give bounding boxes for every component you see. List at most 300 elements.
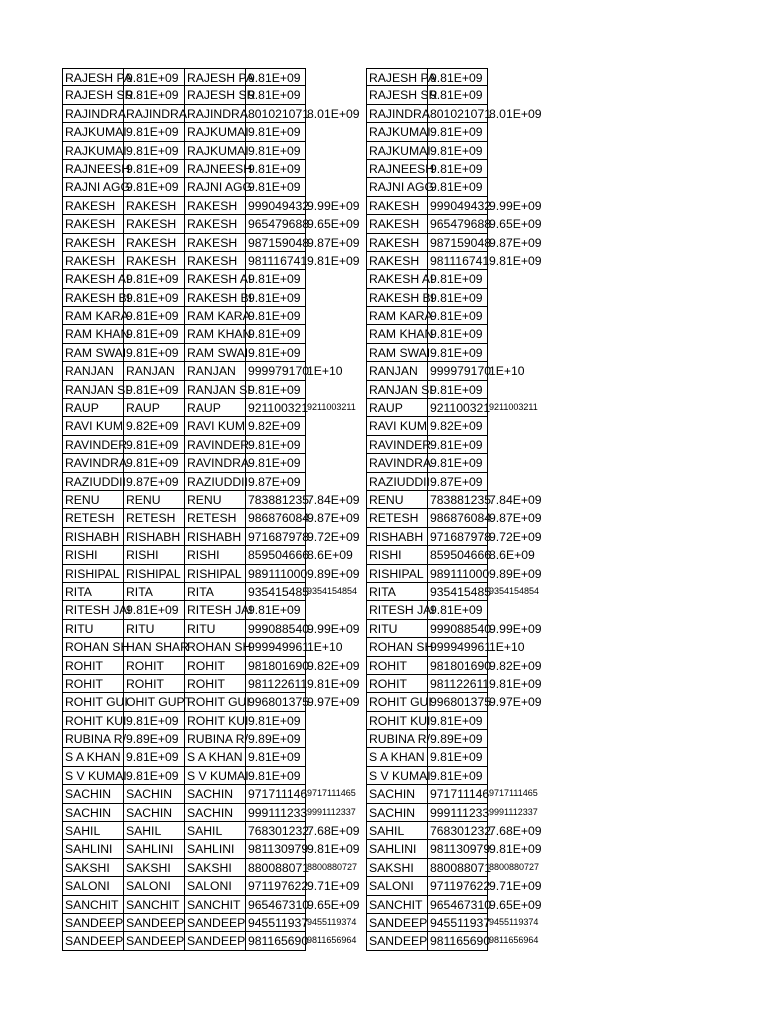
cell-col-5[interactable] [305, 344, 367, 362]
cell-col-3[interactable]: RAVINDER [184, 435, 246, 454]
cell-col-2[interactable]: 9.81E+09 [123, 380, 185, 399]
cell-col-7[interactable]: 999949961 [427, 637, 488, 656]
cell-col-8[interactable]: 9.65E+09 [489, 217, 542, 232]
cell-col-5[interactable] [305, 730, 367, 748]
cell-col-4[interactable]: 981116741 [245, 251, 306, 270]
cell-col-5[interactable]: 9.82E+09 [307, 658, 360, 673]
cell-col-6[interactable]: RAJKUMAI [366, 141, 428, 160]
cell-col-1[interactable]: RAVI KUM [62, 416, 124, 435]
cell-col-1[interactable]: SAKSHI [62, 858, 124, 877]
cell-col-1[interactable]: SANDEEP [62, 931, 124, 950]
cell-col-1[interactable]: RAM KARA [62, 306, 124, 325]
cell-col-6[interactable]: RAKESH [366, 251, 428, 270]
cell-col-2[interactable]: RANJAN [123, 361, 185, 380]
cell-col-7[interactable]: 965467310 [427, 895, 488, 914]
cell-col-2[interactable]: 9.81E+09 [123, 122, 185, 141]
cell-col-2[interactable]: OHIT GUPT [123, 692, 185, 711]
cell-col-2[interactable]: 9.81E+09 [123, 68, 185, 86]
cell-col-4[interactable]: 999979170 [245, 361, 306, 380]
cell-col-1[interactable]: RAVINDER [62, 435, 124, 454]
cell-col-2[interactable]: RISHABH [123, 527, 185, 546]
cell-col-7[interactable]: 9.81E+09 [427, 600, 488, 619]
cell-col-3[interactable]: RUBINA R/ [184, 729, 246, 748]
cell-col-7[interactable]: 9.81E+09 [427, 141, 488, 160]
cell-col-5[interactable] [305, 454, 367, 472]
cell-col-2[interactable]: 9.81E+09 [123, 324, 185, 343]
cell-col-1[interactable]: RAJKUMAI [62, 122, 124, 141]
cell-col-4[interactable]: 9.81E+09 [245, 380, 306, 399]
cell-col-7[interactable]: 9.81E+09 [427, 766, 488, 785]
cell-col-6[interactable]: RAM KHAN [366, 324, 428, 343]
cell-col-2[interactable]: RAKESH [123, 214, 185, 233]
cell-col-1[interactable]: SACHIN [62, 803, 124, 822]
cell-col-7[interactable]: 9.89E+09 [427, 729, 488, 748]
cell-col-5[interactable] [305, 289, 367, 307]
cell-col-1[interactable]: SANDEEP [62, 913, 124, 932]
cell-col-5[interactable]: 9991112337 [307, 806, 356, 817]
cell-col-7[interactable]: 9.81E+09 [427, 380, 488, 399]
cell-col-1[interactable]: ROHAN SH [62, 637, 124, 656]
cell-col-4[interactable]: 935415485 [245, 582, 306, 601]
cell-col-4[interactable]: 9.81E+09 [245, 159, 306, 178]
cell-col-3[interactable]: RISHABH [184, 527, 246, 546]
cell-col-6[interactable]: ROHAN SH [366, 637, 428, 656]
cell-col-5[interactable] [305, 767, 367, 785]
cell-col-3[interactable]: RAVINDRA [184, 453, 246, 472]
cell-col-6[interactable]: RUBINA R/ [366, 729, 428, 748]
cell-col-2[interactable]: RAJINDRA [123, 104, 185, 123]
cell-col-8[interactable] [487, 123, 567, 141]
cell-col-3[interactable]: RAM KARA [184, 306, 246, 325]
cell-col-4[interactable]: 9.89E+09 [245, 729, 306, 748]
cell-col-8[interactable]: 1E+10 [489, 640, 525, 655]
cell-col-3[interactable]: SANDEEP [184, 931, 246, 950]
cell-col-6[interactable]: RAKESH [366, 196, 428, 215]
cell-col-8[interactable]: 9.99E+09 [489, 198, 542, 213]
cell-col-4[interactable]: 9.81E+09 [245, 711, 306, 730]
cell-col-7[interactable]: 965479688 [427, 214, 488, 233]
cell-col-5[interactable] [305, 417, 367, 435]
cell-col-1[interactable]: RISHABH [62, 527, 124, 546]
cell-col-5[interactable]: 9.87E+09 [307, 511, 360, 526]
cell-col-2[interactable]: RETESH [123, 508, 185, 527]
cell-col-2[interactable]: SANDEEP [123, 913, 185, 932]
cell-col-2[interactable]: 9.81E+09 [123, 343, 185, 362]
cell-col-5[interactable]: 9717111465 [307, 788, 356, 799]
cell-col-8[interactable]: 9.82E+09 [489, 658, 542, 673]
cell-col-4[interactable]: 981801690 [245, 656, 306, 675]
cell-col-7[interactable]: 9.81E+09 [427, 68, 488, 86]
cell-col-2[interactable]: 9.82E+09 [123, 416, 185, 435]
cell-col-7[interactable]: 9.81E+09 [427, 306, 488, 325]
cell-col-2[interactable]: RAKESH [123, 196, 185, 215]
cell-col-1[interactable]: RAKESH AI [62, 269, 124, 288]
cell-col-2[interactable]: ROHIT [123, 674, 185, 693]
cell-col-4[interactable]: 999049432 [245, 196, 306, 215]
cell-col-8[interactable]: 9.99E+09 [489, 621, 542, 636]
cell-col-3[interactable]: RISHIPAL [184, 564, 246, 583]
cell-col-3[interactable]: SANDEEP [184, 913, 246, 932]
cell-col-1[interactable]: ROHIT [62, 674, 124, 693]
cell-col-3[interactable]: SANCHIT [184, 895, 246, 914]
cell-col-2[interactable]: 9.81E+09 [123, 435, 185, 454]
cell-col-1[interactable]: RAVINDRA [62, 453, 124, 472]
cell-col-5[interactable] [305, 307, 367, 325]
cell-col-8[interactable]: 8800880727 [489, 861, 540, 872]
cell-col-2[interactable]: SAKSHI [123, 858, 185, 877]
cell-col-2[interactable]: HAN SHAR [123, 637, 185, 656]
cell-col-6[interactable]: SANDEEP [366, 931, 428, 950]
cell-col-5[interactable]: 8800880727 [307, 861, 358, 872]
cell-col-3[interactable]: RITA [184, 582, 246, 601]
cell-col-3[interactable]: ROHIT KUI [184, 711, 246, 730]
cell-col-2[interactable]: SALONI [123, 876, 185, 895]
cell-col-4[interactable]: 987159048 [245, 233, 306, 252]
cell-col-6[interactable]: RAKESH AI [366, 269, 428, 288]
cell-col-5[interactable]: 9455119374 [307, 916, 357, 927]
cell-col-6[interactable]: SALONI [366, 876, 428, 895]
cell-col-6[interactable]: RAZIUDDII [366, 472, 428, 491]
cell-col-3[interactable]: RAKESH [184, 233, 246, 252]
cell-col-6[interactable]: S V KUMAI [366, 766, 428, 785]
cell-col-3[interactable]: S V KUMAI [184, 766, 246, 785]
cell-col-6[interactable]: S A KHAN [366, 747, 428, 766]
cell-col-1[interactable]: S V KUMAI [62, 766, 124, 785]
cell-col-8[interactable]: 9211003211 [489, 402, 538, 413]
cell-col-3[interactable]: ROHIT GUI [184, 692, 246, 711]
cell-col-4[interactable]: 9.81E+09 [245, 288, 306, 307]
cell-col-4[interactable]: 965479688 [245, 214, 306, 233]
cell-col-3[interactable]: RAM SWAI [184, 343, 246, 362]
cell-col-3[interactable]: RAUP [184, 398, 246, 417]
cell-col-5[interactable]: 7.84E+09 [307, 492, 360, 507]
cell-col-6[interactable]: RAJNEESH [366, 159, 428, 178]
cell-col-8[interactable] [487, 473, 567, 491]
cell-col-2[interactable]: 9.81E+09 [123, 177, 185, 196]
cell-col-3[interactable]: ROHIT [184, 656, 246, 675]
cell-col-8[interactable]: 9811656964 [489, 935, 539, 946]
cell-col-4[interactable]: 971687978 [245, 527, 306, 546]
cell-col-4[interactable]: 981130979 [245, 839, 306, 858]
cell-col-8[interactable]: 9.97E+09 [489, 695, 542, 710]
cell-col-3[interactable]: RENU [184, 490, 246, 509]
cell-col-2[interactable]: SANCHIT [123, 895, 185, 914]
cell-col-1[interactable]: ROHIT [62, 656, 124, 675]
cell-col-4[interactable]: 9.81E+09 [245, 85, 306, 104]
cell-col-5[interactable]: 8.6E+09 [307, 548, 353, 563]
cell-col-2[interactable]: 9.81E+09 [123, 306, 185, 325]
cell-col-5[interactable]: 9.87E+09 [307, 235, 360, 250]
cell-col-8[interactable] [487, 142, 567, 160]
cell-col-3[interactable]: RAKESH AI [184, 269, 246, 288]
cell-col-8[interactable] [487, 68, 567, 86]
cell-col-6[interactable]: RENU [366, 490, 428, 509]
cell-col-4[interactable]: 9.81E+09 [245, 141, 306, 160]
cell-col-7[interactable]: 9.81E+09 [427, 747, 488, 766]
cell-col-1[interactable]: RAJESH PA [62, 68, 124, 86]
cell-col-5[interactable]: 9354154854 [307, 585, 358, 596]
cell-col-6[interactable]: RITESH JAI [366, 600, 428, 619]
cell-col-4[interactable]: 768301232 [245, 821, 306, 840]
cell-col-1[interactable]: RAJINDRA [62, 104, 124, 123]
cell-col-7[interactable]: 971711146 [427, 784, 488, 803]
cell-col-1[interactable]: RANJAN SI [62, 380, 124, 399]
cell-col-3[interactable]: RAKESH [184, 251, 246, 270]
cell-col-4[interactable]: 9.81E+09 [245, 435, 306, 454]
cell-col-8[interactable] [487, 86, 567, 104]
cell-col-5[interactable] [305, 473, 367, 491]
cell-col-1[interactable]: RISHIPAL [62, 564, 124, 583]
cell-col-6[interactable]: SAHLINI [366, 839, 428, 858]
cell-col-4[interactable]: 9.82E+09 [245, 416, 306, 435]
cell-col-5[interactable] [305, 160, 367, 178]
cell-col-1[interactable]: RENU [62, 490, 124, 509]
cell-col-8[interactable] [487, 381, 567, 399]
cell-col-1[interactable]: RAUP [62, 398, 124, 417]
cell-col-8[interactable]: 7.84E+09 [489, 492, 542, 507]
cell-col-4[interactable]: 999088540 [245, 619, 306, 638]
cell-col-4[interactable]: 981165690 [245, 931, 306, 950]
cell-col-2[interactable]: RISHI [123, 545, 185, 564]
cell-col-8[interactable]: 9.87E+09 [489, 235, 542, 250]
cell-col-5[interactable]: 9.99E+09 [307, 621, 360, 636]
cell-col-4[interactable]: 996801375 [245, 692, 306, 711]
cell-col-5[interactable] [305, 601, 367, 619]
cell-col-6[interactable]: RISHIPAL [366, 564, 428, 583]
cell-col-6[interactable]: SAKSHI [366, 858, 428, 877]
cell-col-4[interactable]: 9.81E+09 [245, 747, 306, 766]
cell-col-5[interactable] [305, 142, 367, 160]
cell-col-3[interactable]: RANJAN [184, 361, 246, 380]
cell-col-5[interactable]: 9.71E+09 [307, 879, 360, 894]
cell-col-3[interactable]: RAJESH SR [184, 85, 246, 104]
cell-col-7[interactable]: 801021071 [427, 104, 488, 123]
cell-col-2[interactable]: 9.81E+09 [123, 453, 185, 472]
cell-col-8[interactable]: 8.6E+09 [489, 548, 535, 563]
cell-col-5[interactable]: 9.65E+09 [307, 217, 360, 232]
cell-col-5[interactable]: 9.72E+09 [307, 529, 360, 544]
cell-col-2[interactable]: SACHIN [123, 784, 185, 803]
cell-col-7[interactable]: 999111233 [427, 803, 488, 822]
cell-col-2[interactable]: 9.81E+09 [123, 747, 185, 766]
cell-col-1[interactable]: RAKESH [62, 196, 124, 215]
cell-col-6[interactable]: RAKESH BI [366, 288, 428, 307]
cell-col-6[interactable]: RAKESH [366, 233, 428, 252]
cell-col-7[interactable]: 9.81E+09 [427, 343, 488, 362]
cell-col-3[interactable]: RAJKUMAI [184, 141, 246, 160]
cell-col-5[interactable] [305, 748, 367, 766]
cell-col-3[interactable]: S A KHAN [184, 747, 246, 766]
cell-col-7[interactable]: 9.81E+09 [427, 159, 488, 178]
cell-col-7[interactable]: 986876084 [427, 508, 488, 527]
cell-col-7[interactable]: 859504666 [427, 545, 488, 564]
cell-col-2[interactable]: RENU [123, 490, 185, 509]
cell-col-6[interactable]: RISHABH [366, 527, 428, 546]
cell-col-4[interactable]: 880088071 [245, 858, 306, 877]
cell-col-6[interactable]: SACHIN [366, 784, 428, 803]
cell-col-1[interactable]: RITU [62, 619, 124, 638]
cell-col-8[interactable] [487, 601, 567, 619]
cell-col-3[interactable]: RAJNI AGG [184, 177, 246, 196]
cell-col-3[interactable]: RITU [184, 619, 246, 638]
cell-col-2[interactable]: 9.81E+09 [123, 600, 185, 619]
cell-col-4[interactable]: 9.81E+09 [245, 122, 306, 141]
cell-col-6[interactable]: RAJNI AGG [366, 177, 428, 196]
cell-col-4[interactable]: 9.81E+09 [245, 68, 306, 86]
cell-col-6[interactable]: RITU [366, 619, 428, 638]
cell-col-1[interactable]: RAKESH BI [62, 288, 124, 307]
cell-col-8[interactable]: 9455119374 [489, 916, 539, 927]
cell-col-4[interactable]: 971197622 [245, 876, 306, 895]
cell-col-4[interactable]: 971711146 [245, 784, 306, 803]
cell-col-6[interactable]: RAJKUMAI [366, 122, 428, 141]
cell-col-3[interactable]: SAHIL [184, 821, 246, 840]
cell-col-6[interactable]: SANCHIT [366, 895, 428, 914]
cell-col-5[interactable]: 9.81E+09 [307, 253, 360, 268]
cell-col-8[interactable] [487, 712, 567, 730]
cell-col-4[interactable]: 999949961 [245, 637, 306, 656]
cell-col-7[interactable]: 9.87E+09 [427, 472, 488, 491]
cell-col-4[interactable]: 9.81E+09 [245, 600, 306, 619]
cell-col-4[interactable]: 859504666 [245, 545, 306, 564]
cell-col-2[interactable]: 9.81E+09 [123, 269, 185, 288]
cell-col-7[interactable]: 880088071 [427, 858, 488, 877]
cell-col-4[interactable]: 9.81E+09 [245, 343, 306, 362]
cell-col-4[interactable]: 9.81E+09 [245, 324, 306, 343]
cell-col-5[interactable] [305, 325, 367, 343]
cell-col-6[interactable]: RAM KARA [366, 306, 428, 325]
cell-col-5[interactable]: 9.81E+09 [307, 842, 360, 857]
cell-col-8[interactable] [487, 270, 567, 288]
cell-col-7[interactable]: 768301232 [427, 821, 488, 840]
cell-col-7[interactable]: 981165690 [427, 931, 488, 950]
cell-col-4[interactable]: 989111000 [245, 564, 306, 583]
cell-col-2[interactable]: SAHIL [123, 821, 185, 840]
cell-col-8[interactable]: 7.68E+09 [489, 824, 542, 839]
cell-col-2[interactable]: 9.81E+09 [123, 85, 185, 104]
cell-col-2[interactable]: RITA [123, 582, 185, 601]
cell-col-5[interactable]: 9.89E+09 [307, 566, 360, 581]
cell-col-7[interactable]: 971197622 [427, 876, 488, 895]
cell-col-7[interactable]: 935415485 [427, 582, 488, 601]
cell-col-8[interactable] [487, 454, 567, 472]
cell-col-7[interactable]: 9.81E+09 [427, 288, 488, 307]
cell-col-3[interactable]: RAKESH BI [184, 288, 246, 307]
cell-col-8[interactable]: 8.01E+09 [489, 106, 542, 121]
cell-col-6[interactable]: RISHI [366, 545, 428, 564]
cell-col-7[interactable]: 989111000 [427, 564, 488, 583]
cell-col-5[interactable]: 1E+10 [307, 364, 343, 379]
cell-col-8[interactable]: 9.71E+09 [489, 879, 542, 894]
cell-col-3[interactable]: RISHI [184, 545, 246, 564]
cell-col-2[interactable]: RAUP [123, 398, 185, 417]
cell-col-8[interactable]: 9.81E+09 [489, 842, 542, 857]
cell-col-8[interactable] [487, 417, 567, 435]
cell-col-2[interactable]: SANDEEP [123, 931, 185, 950]
cell-col-3[interactable]: RAJNEESH [184, 159, 246, 178]
cell-col-6[interactable]: RANJAN [366, 361, 428, 380]
cell-col-7[interactable]: 9.81E+09 [427, 177, 488, 196]
cell-col-5[interactable]: 9.97E+09 [307, 695, 360, 710]
cell-col-7[interactable]: 981122611 [427, 674, 488, 693]
cell-col-2[interactable]: ROHIT [123, 656, 185, 675]
cell-col-6[interactable]: RAJESH SR [366, 85, 428, 104]
cell-col-3[interactable]: RITESH JAI [184, 600, 246, 619]
cell-col-5[interactable]: 1E+10 [307, 640, 343, 655]
cell-col-6[interactable]: ROHIT KUI [366, 711, 428, 730]
cell-col-3[interactable]: RAKESH [184, 214, 246, 233]
cell-col-3[interactable]: RETESH [184, 508, 246, 527]
cell-col-4[interactable]: 801021071 [245, 104, 306, 123]
cell-col-4[interactable]: 9.81E+09 [245, 766, 306, 785]
cell-col-1[interactable]: RITESH JAI [62, 600, 124, 619]
cell-col-4[interactable]: 9.81E+09 [245, 306, 306, 325]
cell-col-6[interactable]: RAJESH PA [366, 68, 428, 86]
cell-col-3[interactable]: RAKESH [184, 196, 246, 215]
cell-col-2[interactable]: SAHLINI [123, 839, 185, 858]
cell-col-3[interactable]: SAKSHI [184, 858, 246, 877]
cell-col-6[interactable]: ROHIT GUI [366, 692, 428, 711]
cell-col-3[interactable]: RAJESH PA [184, 68, 246, 86]
cell-col-6[interactable]: RAJINDRA [366, 104, 428, 123]
cell-col-7[interactable]: 783881235 [427, 490, 488, 509]
cell-col-1[interactable]: RAKESH [62, 251, 124, 270]
cell-col-7[interactable]: 996801375 [427, 692, 488, 711]
cell-col-6[interactable]: RETESH [366, 508, 428, 527]
cell-col-5[interactable]: 9.81E+09 [307, 676, 360, 691]
cell-col-5[interactable]: 7.68E+09 [307, 824, 360, 839]
cell-col-1[interactable]: RITA [62, 582, 124, 601]
cell-col-3[interactable]: RANJAN SI [184, 380, 246, 399]
cell-col-1[interactable]: S A KHAN [62, 747, 124, 766]
cell-col-5[interactable] [305, 86, 367, 104]
cell-col-7[interactable]: 981801690 [427, 656, 488, 675]
cell-col-8[interactable]: 9.81E+09 [489, 253, 542, 268]
cell-col-8[interactable] [487, 436, 567, 454]
cell-col-4[interactable]: 945511937 [245, 913, 306, 932]
cell-col-8[interactable] [487, 289, 567, 307]
cell-col-7[interactable]: 981116741 [427, 251, 488, 270]
cell-col-1[interactable]: RUBINA R/ [62, 729, 124, 748]
cell-col-6[interactable]: RAVINDRA [366, 453, 428, 472]
cell-col-5[interactable] [305, 712, 367, 730]
cell-col-6[interactable]: RAVI KUM [366, 416, 428, 435]
cell-col-6[interactable]: RAKESH [366, 214, 428, 233]
cell-col-8[interactable]: 9.72E+09 [489, 529, 542, 544]
cell-col-7[interactable]: 9.82E+09 [427, 416, 488, 435]
cell-col-7[interactable]: 999049432 [427, 196, 488, 215]
cell-col-1[interactable]: RAZIUDDII [62, 472, 124, 491]
cell-col-2[interactable]: 9.81E+09 [123, 711, 185, 730]
cell-col-6[interactable]: RITA [366, 582, 428, 601]
cell-col-8[interactable]: 9354154854 [489, 585, 540, 596]
cell-col-6[interactable]: SAHIL [366, 821, 428, 840]
cell-col-8[interactable] [487, 767, 567, 785]
cell-col-6[interactable]: ROHIT [366, 674, 428, 693]
cell-col-4[interactable]: 783881235 [245, 490, 306, 509]
cell-col-4[interactable]: 921100321 [245, 398, 306, 417]
cell-col-7[interactable]: 971687978 [427, 527, 488, 546]
cell-col-2[interactable]: 9.87E+09 [123, 472, 185, 491]
cell-col-1[interactable]: SAHLINI [62, 839, 124, 858]
cell-col-5[interactable] [305, 178, 367, 196]
cell-col-3[interactable]: SACHIN [184, 803, 246, 822]
cell-col-3[interactable]: RAJINDRA [184, 104, 246, 123]
cell-col-1[interactable]: SANCHIT [62, 895, 124, 914]
cell-col-4[interactable]: 9.81E+09 [245, 269, 306, 288]
cell-col-7[interactable]: 945511937 [427, 913, 488, 932]
cell-col-2[interactable]: SACHIN [123, 803, 185, 822]
